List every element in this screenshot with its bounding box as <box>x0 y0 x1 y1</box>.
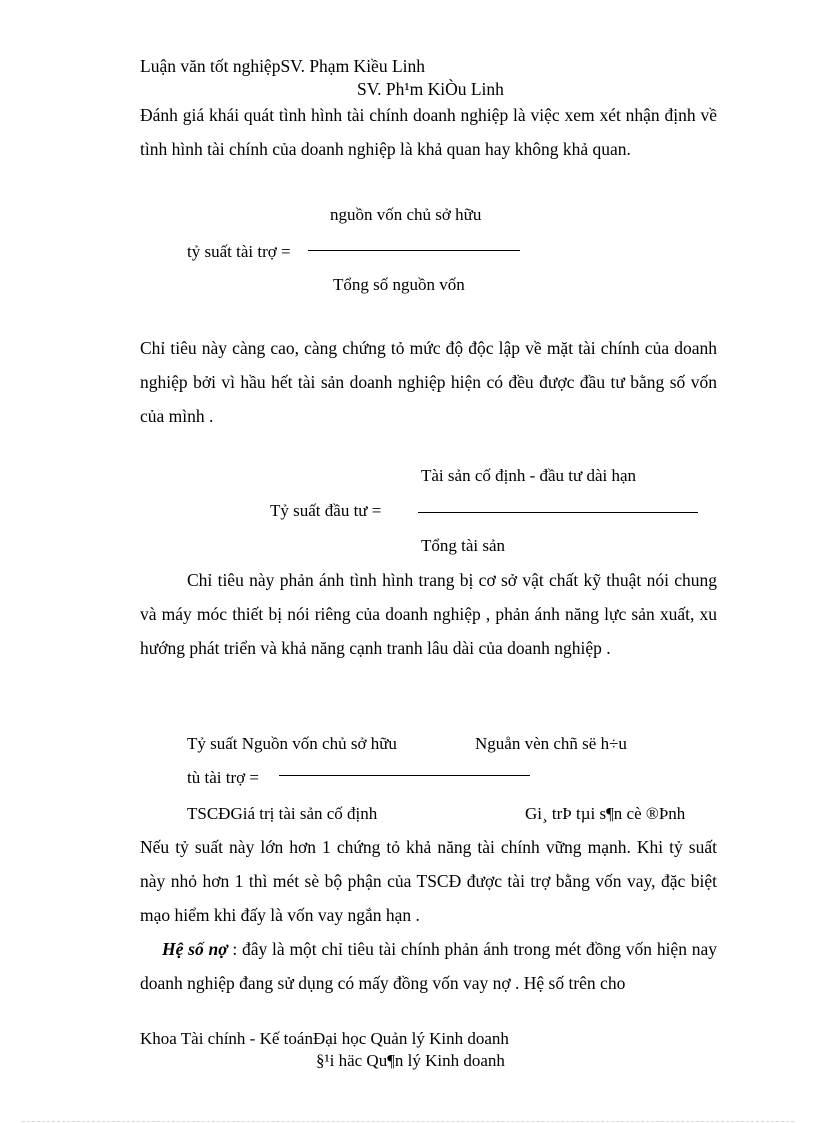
debt-ratio-text: : đây là một chỉ tiêu tài chính phản ánh trong mét đồng vốn hiện nay doanh nghiệp đang sử dụng có mấy đồng vốn vay nợ . Hệ số trên cho <box>140 939 717 993</box>
formula3-numerator-left: Tỷ suất Nguồn vốn chủ sở hữu <box>187 734 397 753</box>
formula1-numerator: nguồn vốn chủ sở hữu <box>330 205 482 224</box>
formula2-denominator: Tổng tài sản <box>421 536 506 555</box>
formula3-denominator-right: Gi¸ trÞ tµi s¶n cè ®Þnh <box>525 804 686 823</box>
formula3-fraction-bar <box>279 775 530 776</box>
formula2-numerator: Tài sản cố định - đầu tư dài hạn <box>421 466 637 485</box>
formula3-label: tù tài trợ = <box>187 768 259 787</box>
page-header-alt: SV. Ph¹m KiÒu Linh <box>357 79 504 99</box>
formula3-denominator-left: TSCĐGiá trị tài sản cố định <box>187 804 378 823</box>
paragraph-overview: Đánh giá khái quát tình hình tài chính doanh nghiệp là việc xem xét nhận định về tình hình tài chính của doanh nghiệp là khả quan hay không khả quan. <box>140 105 717 159</box>
paragraph-funding-ratio: Chỉ tiêu này càng cao, càng chứng tỏ mức độ độc lập về mặt tài chính của doanh nghiệp bởi vì hầu hết tài sản doanh nghiệp hiện có đều được đầu tư bằng số vốn của mình . <box>140 338 717 426</box>
formula2-fraction-bar <box>418 512 698 513</box>
formula1-denominator: Tổng số nguồn vốn <box>333 275 465 294</box>
page-bottom-divider <box>22 1121 794 1122</box>
paragraph-investment-ratio: Chỉ tiêu này phản ánh tình hình trang bị cơ sở vật chất kỹ thuật nói chung và máy móc thiết bị nói riêng của doanh nghiệp , phản ánh năng lực sản xuất, xu hướng phát triển và khả năng cạnh tranh lâu dài của doanh nghiệp . <box>140 570 717 658</box>
page-footer-alt: §¹i häc Qu¶n lý Kinh doanh <box>316 1051 505 1070</box>
formula3-numerator-right: Nguån vèn chñ së h÷u <box>475 734 627 753</box>
page-footer: Khoa Tài chính - Kế toánĐại học Quản lý Kinh doanh <box>140 1029 509 1048</box>
formula1-fraction-bar <box>308 250 520 251</box>
formula2-label: Tỷ suất đầu tư = <box>270 501 382 520</box>
paragraph-debt-ratio <box>140 932 717 1000</box>
debt-ratio-term: Hệ số nợ <box>162 939 228 959</box>
paragraph-ratio-interpretation: Nếu tỷ suất này lớn hơn 1 chứng tỏ khả năng tài chính vững mạnh. Khi tỷ suất này nhỏ hơn 1 thì mét sè bộ phận của TSCĐ được tài trợ bằng vốn vay, đặc biệt mạo hiểm khi đấy là vốn vay ngắn hạn . <box>140 837 717 925</box>
formula1-label: tỷ suất tài trợ = <box>187 242 291 261</box>
page-header: Luận văn tốt nghiệpSV. Phạm Kiều Linh <box>140 56 425 76</box>
